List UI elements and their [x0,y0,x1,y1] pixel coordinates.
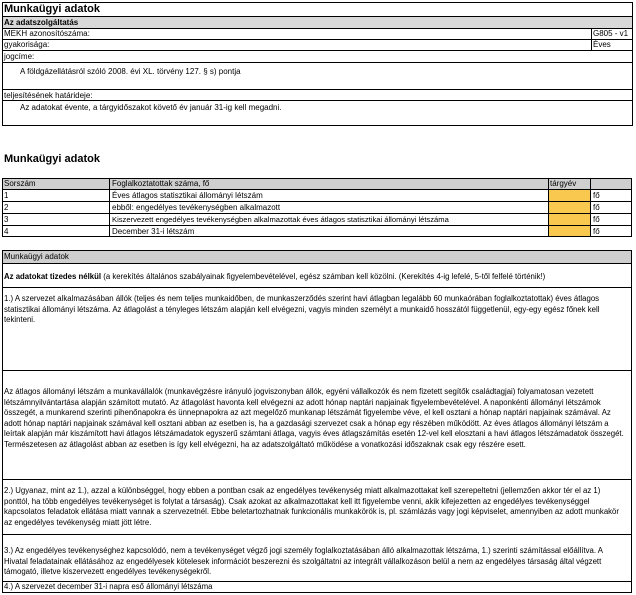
row-1-desc: Éves átlagos statisztikai állományi létszám [112,191,263,200]
year-input-1[interactable] [549,190,590,201]
row-4-no: 4 [4,227,9,236]
row-3-desc: Kiszervezett engedélyes tevékenységben alkalmazottak éves átlagos statisztikai állományi létszáma [112,215,449,224]
top-section-title: Az adatszolgáltatás [4,18,79,27]
deadline-label: teljesítésének határideje: [4,91,93,100]
row-1-no: 1 [4,191,9,200]
mekh-id-value: G805 - v1 [593,29,629,38]
middle-title: Munkaügyi adatok [4,153,100,165]
bottom-title: Munkaügyi adatok [4,252,69,261]
top-title: Munkaügyi adatok [4,3,100,15]
note-5: 4.) A szervezet december 31-i napra eső állományi létszáma [4,582,213,591]
mekh-id-label: MEKH azonosítószáma: [4,29,90,38]
row-3-no: 3 [4,215,9,224]
note-4: 3.) Az engedélyes tevékenységhez kapcsolódó, nem a tevékenységet végző jogi személy foglalkoztatásában álló alkalmazottak létszáma, 1.) szerinti számítással előállítva. A Hivatal feladatainak ellátásához az engedélyesek kötelesek információt beszerezni és szolgáltatni az integrált vállalkozáson belül a nem az engedélyes társaság által végzett támogató, illetve kiszervezett engedélyes tevékenységekről. [4,546,603,576]
legal-basis-value: A földgázellátásról szóló 2008. évi XL. törvény 127. § s) pontja [20,67,241,76]
row-2-desc: ebből: engedélyes tevékenységben alkalmazott [112,203,281,212]
year-input-4[interactable] [549,226,590,236]
top-section-band [3,17,632,28]
frequency-label: gyakorisága: [4,40,50,49]
deadline-value: Az adatokat évente, a tárgyidőszakot követő év január 31-ig kell megadni. [20,103,282,112]
row-3-unit: fő [593,215,600,224]
header-no: Sorszám [4,179,36,188]
legal-basis-label: jogcíme: [4,52,35,61]
header-year: tárgyév [550,179,577,188]
header-desc: Foglalkoztatottak száma, fő [112,179,210,188]
bottom-intro [4,271,545,282]
frequency-value: Éves [593,40,611,49]
middle-table [2,178,632,237]
note-2: Az átlagos állományi létszám a munkavállalók (munkavégzésre irányuló jogviszonyban állók, egyéni vállalkozók és nem fizetett segítők családtagjai) folyamatosan vezetett létszámnyilvántartása alapján számított mutató. Az átlagolást havonta kell elvégezni az adott hónap naptári napjainak figyelembevételével. A naponkénti állományi létszámok összegét, a munkarend szerinti pihenőnapokra és ünnepnapokra az azt megelőző munkanap létszámát figyelembe véve, el kell osztani a hónap naptári napjainak számával. Az adott hónap naptári napjainak számával kell osztani abban az esetben is, ha a gazdasági szervezet csak a hónap egy részében működött. Az éves átlagos állományi létszám a leírtak alapján már kiszámított havi átlagos létszámadatok egyszerű számtani átlaga, vagyis éves átlagszámítás esetén 12-vel kell elosztani a havi átlagos létszámadatok összegét. Természetesen az átlagolást abban az esetben is így kell elvégezni, ha az adatszolgáltató működése a vonatkozási időszaknak csak egy részére esett. [4,387,624,449]
row-2-no: 2 [4,203,9,212]
year-input-2[interactable] [549,202,590,213]
year-input-3[interactable] [549,214,590,225]
row-4-unit: fő [593,227,600,236]
note-3: 2.) Ugyanaz, mint az 1.), azzal a különbséggel, hogy ebben a pontban csak az engedélyes tevékenység miatt alkalmazottakat kell szerepeltetni (jellemzően akkor tér el az 1) ponttól, ha több engedélyes tevékenységet is folytat a társaság). Csak azokat az alkalmazottakat kell itt figyelembe venni, akik kifejezetten az engedélyes tevékenységgel kapcsolatos feladatok ellátása miatt vannak a szervezetnél. Ebbe beletartozhatnak funkcionális munkakörök is, pl. számlázás vagy jogi képviselet, amennyiben az adott munkakör az engedélyes tevékenység miatt jött létre. [4,486,619,527]
note-1: 1.) A szervezet alkalmazásában állók (teljes és nem teljes munkaidőben, de munkaszerződés szerint havi átlagban legalább 60 munkaórában foglalkoztatottak) éves átlagos statisztikai állományi létszáma. Az átlagolást a tényleges létszám alapján kell elvégezni, vagyis minden személyt a munkaidő hosszától függetlenül, egy-egy egész főnek kell tekinteni. [4,294,600,324]
bottom-intro-bold: Az adatokat tizedes nélkül [4,272,102,281]
bottom-intro-rest: (a kerekítés általános szabályainak figyelembevételével, egész számban kell közölni. (Kerekítés 4-ig lefelé, 5-től felfelé történik!) [101,272,546,281]
row-4-desc: December 31-i létszám [112,227,195,236]
row-1-unit: fő [593,191,600,200]
row-2-unit: fő [593,203,600,212]
